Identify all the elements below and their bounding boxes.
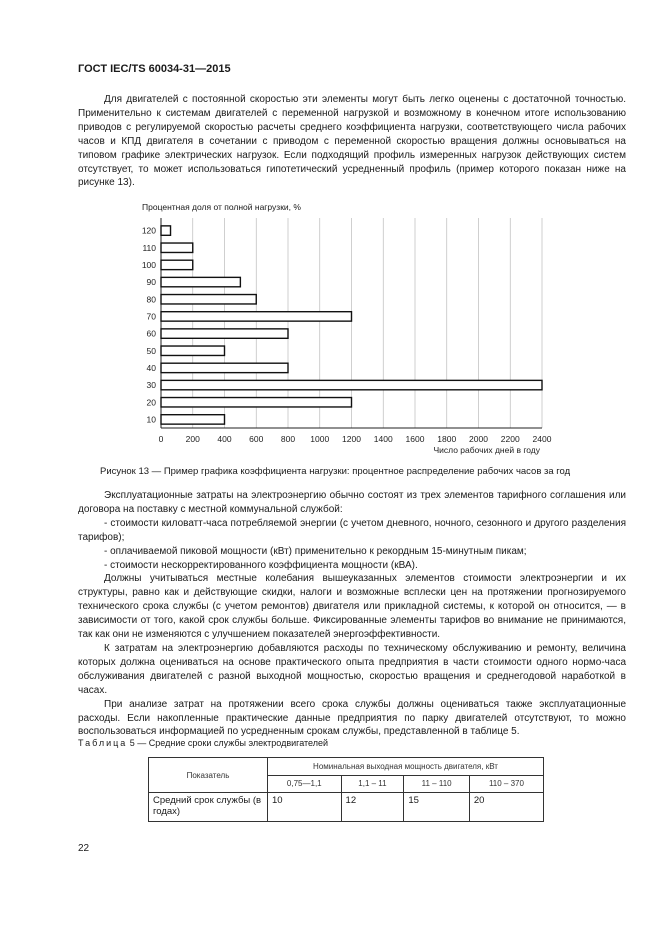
table-cell-value-3: 15 <box>404 793 470 822</box>
x-tick-label: 200 <box>185 434 200 444</box>
table-title-rest: 5 — Средние сроки службы электродвигателей <box>127 738 329 748</box>
table-row-label: Средний срок службы (в годах) <box>149 793 268 822</box>
y-tick-label: 40 <box>146 362 156 373</box>
chart-bar <box>161 346 225 355</box>
table-header-range-1: 0,75—1,1 <box>268 775 342 793</box>
intro-paragraph: Для двигателей с постоянной скоростью эти элементы могут быть легко оценены с достаточной точностью. Применительно к системам двигателей с переменной нагрузкой и возможному в конечном итоге использованию приводов с регулируемой скоростью расчеты среднего коэффициента нагрузки, соответствующего числа рабочих часов и КПД двигателя в сочетании с приводом с переменной скоростью вращения должны основываться на типовом графике электрических нагрузок. Если подходящий профиль измеренных нагрузок действующих систем отсутствует, то может использоваться гипотетический усредненный профиль (пример которого показан ниже на рисунке 13). <box>78 94 626 189</box>
page-number: 22 <box>78 843 90 854</box>
load-factor-chart <box>140 200 560 465</box>
y-tick-label: 110 <box>142 242 156 253</box>
chart-y-tick-labels <box>142 226 156 425</box>
table-title <box>78 738 328 748</box>
x-tick-label: 0 <box>158 434 164 444</box>
table-header-indicator: Показатель <box>149 758 268 793</box>
service-life-table <box>148 757 544 822</box>
list-item-3: - стоимости нескорректированного коэффициента мощности (кВА). <box>104 559 418 571</box>
x-tick-label: 2200 <box>500 434 520 444</box>
body-paragraph-4: При анализе затрат на протяжении всего срока службы должны оцениваться также эксплуатационные расходы. Если накопленные практические данные предприятия по парку двигателей отсутствуют, то можно воспользоваться информацией по усредненным срокам службы, представленной в таблице 5. <box>78 698 626 738</box>
y-tick-label: 60 <box>146 328 156 339</box>
chart-bar <box>161 329 288 338</box>
chart-x-axis-label: Число рабочих дней в году <box>433 445 540 455</box>
table-cell-value-2: 12 <box>341 793 404 822</box>
document-header: ГОСТ IEC/TS 60034-31—2015 <box>78 63 231 75</box>
x-tick-label: 2000 <box>469 434 488 444</box>
body-paragraph-2: Должны учитываться местные колебания вышеуказанных элементов стоимости электроэнергии и их структуры, равно как и действующие скидки, налоги и возможные всплески цен на протяжении прогнозируемого технического срока службы (с учетом ремонтов) двигателя или прикладной системы, к которой он относится, — в зависимости от того, какой срок службы больше. Фиксированные элементы тарифов во внимание не принимаются, так как они не изменяются с улучшением показателей энергоэффективности. <box>78 573 626 641</box>
chart-bar <box>161 415 225 424</box>
chart-x-tick-labels <box>159 434 552 444</box>
x-tick-label: 1200 <box>342 434 361 444</box>
y-tick-label: 50 <box>146 345 156 356</box>
body-paragraph-1: Эксплуатационные затраты на электроэнергию обычно состоят из трех элементов тарифного соглашения или договора на поставку с местной коммунальной службой: <box>78 490 626 515</box>
chart-bar <box>161 380 542 389</box>
list-item-1: - стоимости киловатт-часа потребляемой энергии (с учетом дневного, ночного, сезонного и другого разделения тарифов); <box>78 517 626 543</box>
y-tick-label: 20 <box>146 397 156 408</box>
chart-bar <box>161 363 288 372</box>
table-cell-value-1: 10 <box>268 793 342 822</box>
x-tick-label: 1000 <box>310 434 330 444</box>
table-header-range-4: 110 – 370 <box>469 775 543 793</box>
y-tick-label: 120 <box>141 225 156 236</box>
x-tick-label: 1600 <box>405 434 425 444</box>
x-tick-label: 1800 <box>437 434 457 444</box>
chart-bar <box>161 243 193 252</box>
y-tick-label: 10 <box>146 414 156 425</box>
x-tick-label: 1400 <box>373 434 393 444</box>
chart-bar <box>161 226 171 235</box>
chart-bar <box>161 277 240 286</box>
y-tick-label: 100 <box>141 259 156 270</box>
figure-caption: Рисунок 13 — Пример графика коэффициента нагрузки: процентное распределение рабочих часов за год <box>100 466 571 477</box>
table-cell-value-4: 20 <box>469 793 543 822</box>
chart-bar <box>161 260 193 269</box>
y-tick-label: 90 <box>146 277 156 288</box>
list-item-2: - оплачиваемой пиковой мощности (кВт) применительно к рекордным 15-минутным пикам; <box>104 545 527 557</box>
x-tick-label: 400 <box>217 434 232 444</box>
table-header-range-2: 1,1 – 11 <box>341 775 404 793</box>
x-tick-label: 2400 <box>532 434 552 444</box>
table-title-prefix: Таблица <box>78 738 128 748</box>
y-tick-label: 80 <box>146 294 156 305</box>
chart-gridlines <box>161 218 542 428</box>
table-header-power-group: Номинальная выходная мощность двигателя, кВт <box>268 758 544 776</box>
y-tick-label: 70 <box>146 311 156 322</box>
main-body <box>78 489 626 739</box>
y-tick-label: 30 <box>146 380 156 391</box>
table-header-range-3: 11 – 110 <box>404 775 470 793</box>
x-tick-label: 800 <box>280 434 296 444</box>
chart-bar <box>161 312 352 321</box>
chart-y-axis-label: Процентная доля от полной нагрузки, % <box>142 202 301 212</box>
chart-bar <box>161 295 256 304</box>
chart-bar <box>161 398 352 407</box>
x-tick-label: 600 <box>249 434 264 444</box>
body-paragraph-3: К затратам на электроэнергию добавляются расходы по техническому обслуживанию и ремонту, величина которых должна оцениваться на основе практического опыта предприятия в части стоимости одного нормо-часа обслуживания двигателей с разной выходной мощностью, скоростью вращения и среднегодовой наработкой в часах. <box>78 642 626 696</box>
